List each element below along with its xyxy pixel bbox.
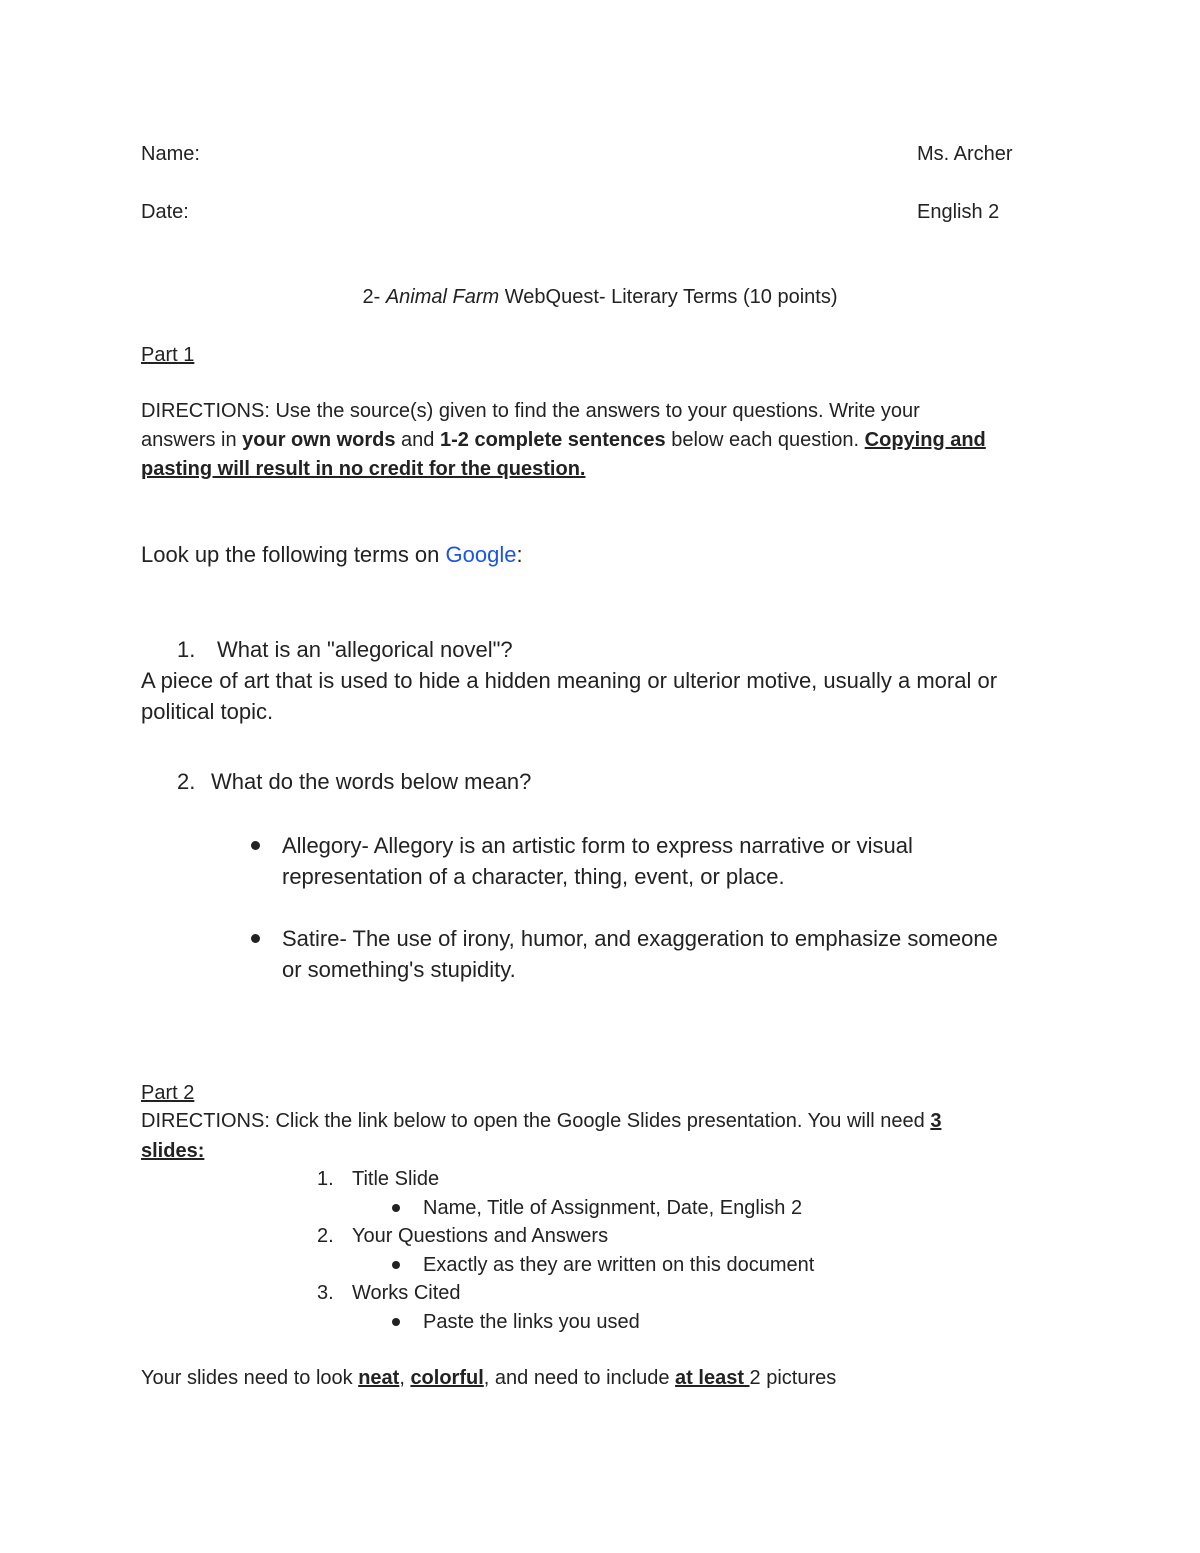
part2-directions-line1: DIRECTIONS: Click the link below to open the Google Slides presentation. You will need 3: [141, 1110, 942, 1132]
part1-directions-line3: pasting will result in no credit for the question.: [141, 458, 586, 480]
q1-number: 1.: [177, 637, 196, 662]
slide-1-detail: Name, Title of Assignment, Date, English 2: [423, 1197, 803, 1219]
date-label: Date:: [141, 201, 189, 223]
book-title: Animal Farm: [385, 286, 500, 308]
lookup-instruction: Look up the following terms on Google:: [141, 542, 523, 567]
teacher-name: Ms. Archer: [917, 143, 1013, 165]
google-link[interactable]: Google: [445, 542, 517, 567]
slide-1-number: 1.: [317, 1168, 334, 1190]
q1-answer-line2: political topic.: [141, 699, 274, 724]
q1-answer-line1: A piece of art that is used to hide a hidden meaning or ulterior motive, usually a moral or: [141, 668, 998, 693]
part2-heading: Part 2: [141, 1082, 195, 1104]
term-satire-line2: or something's stupidity.: [282, 957, 516, 982]
part1-directions-line1: DIRECTIONS: Use the source(s) given to find the answers to your questions. Write your: [141, 400, 920, 422]
bullet-icon: [392, 1318, 400, 1326]
term-allegory-line2: representation of a character, thing, event, or place.: [282, 864, 785, 889]
term-satire-line1: Satire- The use of irony, humor, and exaggeration to emphasize someone: [282, 926, 998, 951]
closing-requirements: Your slides need to look neat, colorful, and need to include at least 2 pictures: [141, 1367, 837, 1389]
q2-number: 2.: [177, 769, 196, 794]
part1-directions-line2: answers in your own words and 1-2 complete sentences below each question. Copying and: [141, 429, 986, 451]
slide-3-number: 3.: [317, 1282, 334, 1304]
slide-2-detail: Exactly as they are written on this document: [423, 1254, 815, 1276]
slide-2-number: 2.: [317, 1225, 334, 1247]
q1-question: What is an "allegorical novel"?: [217, 637, 513, 662]
bullet-icon: [392, 1204, 400, 1212]
bullet-icon: [392, 1261, 400, 1269]
slide-3-detail: Paste the links you used: [423, 1311, 640, 1333]
bullet-icon: [251, 934, 260, 943]
page-title: 2- Animal Farm WebQuest- Literary Terms (10 points): [362, 286, 838, 308]
name-label: Name:: [141, 143, 200, 165]
course-name: English 2: [917, 201, 1000, 223]
slide-3-title: Works Cited: [352, 1282, 461, 1304]
slide-2-title: Your Questions and Answers: [352, 1225, 609, 1247]
part2-directions-line2: slides:: [141, 1140, 205, 1162]
bullet-icon: [251, 841, 260, 850]
slide-1-title: Title Slide: [352, 1168, 440, 1190]
term-allegory-line1: Allegory- Allegory is an artistic form to express narrative or visual: [282, 833, 913, 858]
q2-question: What do the words below mean?: [211, 769, 532, 794]
part1-heading: Part 1: [141, 344, 195, 366]
